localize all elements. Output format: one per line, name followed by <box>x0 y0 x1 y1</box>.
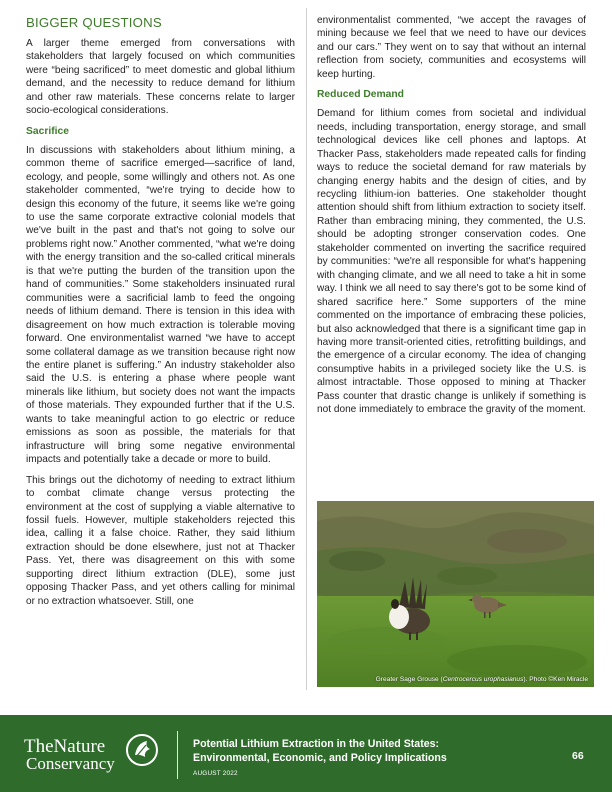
sage-grouse-photo <box>317 501 594 687</box>
report-title <box>193 737 493 765</box>
section-title: BIGGER QUESTIONS <box>26 15 162 30</box>
photo-illustration <box>317 501 594 687</box>
right-column <box>317 14 586 424</box>
reduced-demand-heading: Reduced Demand <box>317 89 404 101</box>
caption-credit: ). Photo ©Ken Miracle <box>523 676 588 683</box>
logo-text-line2: Conservancy <box>26 754 115 773</box>
intro-paragraph: A larger theme emerged from conversations with stakeholders that largely focused on which communities were “being sacrificed” to meet domestic and global lithium demand, and the necessity to reduce demand for lithium and other raw materials. These concerns relate to larger socio-ecological considerations. <box>26 38 295 117</box>
page-footer <box>0 715 612 792</box>
oak-leaf-icon <box>125 733 159 767</box>
page-number: 66 <box>572 750 584 762</box>
reduced-demand-paragraph: Demand for lithium comes from societal and individual needs, including transportation, energy storage, and small technological devices like cell phones and laptops. At Thacker Pass, stakeholders made repeated calls for finding ways to reduce the societal demand for raw materials by changing energy habits and the design of cities, and by recycling lithium-ion batteries. One stakeholder thought attention should shift from lithium extraction to society itself. Rather than embracing mining, they commented, the U.S. should be adopting stronger conservation codes. One stakeholder commented on inverting the sacrifice required by communities: “we're all responsible for what's happening with changing climate, and we all need to take a hit in some way. I think we all need to say there's got to be some kind of shared sacrifice here.” Some supporters of the mine commented on the importance of embracing these policies, but also acknowledged that there is a significant time gap in having more transit-oriented cities, retrofitting buildings, and the emergence of a circular economy. The idea of changing consumptive habits in a privileged society like the U.S. is almost intractable. Those opposed to mining at Thacker Pass counter that drastic change is unlikely if something is not done immediately to embrace the gravity of the moment. <box>317 108 586 416</box>
sacrifice-paragraph-2: This brings out the dichotomy of needing to extract lithium to combat climate change versus protecting the environment at the cost of supplying a viable alternative to fossil fuels. However, multiple stakeholders rejected this idea, calling it a false choice. Rather, they said lithium extraction should be done elsewhere, just not at Thacker Pass. Yet, there was disagreement on this with some supporting direct lithium extraction (DLE), some just opposing Thacker Pass, and yet others calling for minimal or no extraction whatsoever. Still, one <box>26 474 295 607</box>
sacrifice-paragraph-1: In discussions with stakeholders about lithium mining, a common theme of sacrifice emerged—sacrifice of land, ecology, and people, some willingly and others not. As one stakeholder commented, “we're trying to decide how to design this economy of the future, it seems like we're going to use the same corporate extractive colonial models that we've built in the past and that's not going to solve our problems right now.” Another commented, “what we're doing with the energy transition and the so-called critical minerals is that we're putting the burden of the transition upon the hand of communities.” Some stakeholders insinuated rural communities were a sacrificial lamb to feed the ongoing needs of lithium demand. There is tension in this idea with disagreement on how much extraction is tolerable moving forward. One environmentalist warned “we have to accept some collateral damage as we transition because right now the entire planet is suffering.” An industry stakeholder also said the U.S. is entering a phase where people want minerals like lithium, but society does not want the impacts of those materials. They expounded further that if the U.S. wants to take meaningful action to go electric or reduce emissions as soon as possible, the materials for that infrastructure will bring some negative environmental impacts and potentially take a decade or more to build. <box>26 144 295 466</box>
left-column <box>26 14 295 615</box>
logo-text-line1: TheNature <box>24 736 106 757</box>
footer-divider <box>177 731 178 779</box>
report-date: AUGUST 2022 <box>193 770 238 777</box>
sacrifice-heading: Sacrifice <box>26 125 69 137</box>
caption-prefix: Greater Sage Grouse ( <box>375 676 443 683</box>
caption-species: Centrocercus urophasianus <box>442 676 524 683</box>
nature-conservancy-logo[interactable] <box>24 731 164 775</box>
photo-caption <box>376 676 588 683</box>
continued-paragraph: environmentalist commented, “we accept the ravages of mining because we feel that we need to have our devices and our cars.” They went on to say that without an internal reflection from society, communities and ecosystems will keep hurting. <box>317 15 586 80</box>
report-title-line2: Environmental, Economic, and Policy Implications <box>193 752 447 764</box>
column-divider <box>306 8 307 690</box>
report-title-line1: Potential Lithium Extraction in the United States: <box>193 738 440 750</box>
